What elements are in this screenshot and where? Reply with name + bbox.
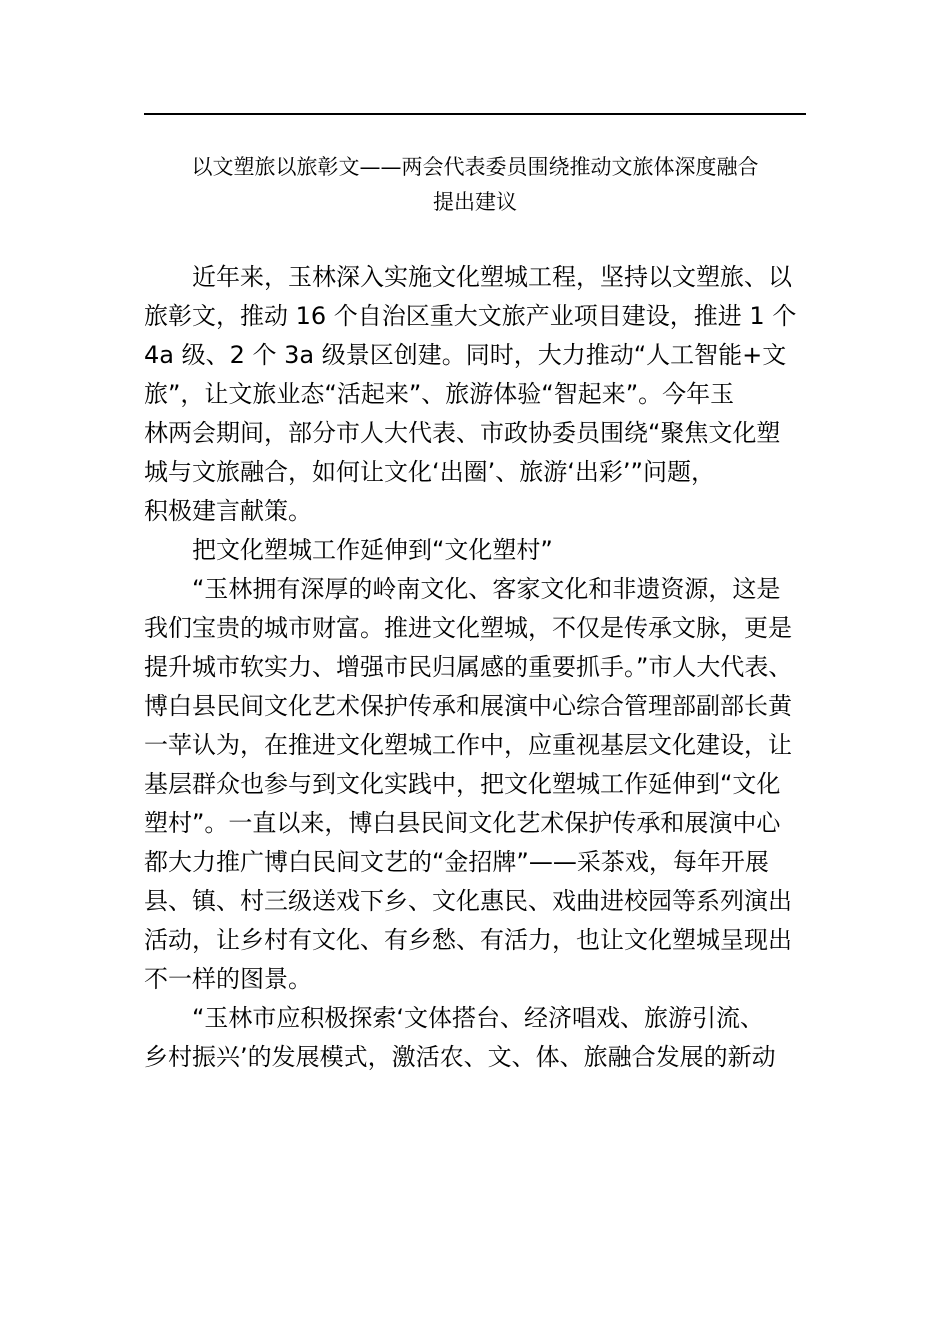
- text-line: 博白县民间文化艺术保护传承和展演中心综合管理部副部长黄: [144, 692, 792, 720]
- text-line: 都大力推广博白民间文艺的“金招牌”——采茶戏，每年开展: [144, 848, 769, 876]
- text-line: 旅”，让文旅业态“活起来”、旅游体验“智起来”。今年玉: [144, 380, 735, 408]
- text-line: 旅彰文，推动 16 个自治区重大文旅产业项目建设，推进 1 个: [144, 302, 797, 330]
- text-line: 我们宝贵的城市财富。推进文化塑城，不仅是传承文脉，更是: [144, 614, 792, 642]
- text-line: 提升城市软实力、增强市民归属感的重要抓手。”市人大代表、: [144, 653, 793, 681]
- text-line: 城与文旅融合，如何让文化‘出圈’、旅游‘出彩’”问题，: [144, 458, 715, 486]
- text-line: “玉林拥有深厚的岭南文化、客家文化和非遗资源，这是: [192, 575, 781, 603]
- paragraph-quote-2: [144, 999, 814, 1077]
- text-line: 近年来，玉林深入实施文化塑城工程，坚持以文塑旅、以: [192, 263, 792, 291]
- header-rule: [144, 113, 806, 115]
- article-title-line: 以文塑旅以旅彰文——两会代表委员围绕推动文旅体深度融合: [191, 155, 759, 179]
- text-line: 把文化塑城工作延伸到“文化塑村”: [192, 536, 553, 564]
- article-body: [144, 258, 814, 1077]
- text-line: “玉林市应积极探索‘文体搭台、经济唱戏、旅游引流、: [192, 1004, 765, 1032]
- text-line: 基层群众也参与到文化实践中，把文化塑城工作延伸到“文化: [144, 770, 781, 798]
- text-line: 县、镇、村三级送戏下乡、文化惠民、戏曲进校园等系列演出: [144, 887, 792, 915]
- text-line: 4a 级、2 个 3a 级景区创建。同时，大力推动“人工智能+文: [144, 341, 787, 369]
- text-line: 一苹认为，在推进文化塑城工作中，应重视基层文化建设，让: [144, 731, 792, 759]
- text-line: 不一样的图景。: [144, 965, 312, 993]
- article-title-line: 提出建议: [433, 190, 517, 214]
- paragraph-intro: [144, 258, 814, 531]
- text-line: 活动，让乡村有文化、有乡愁、有活力，也让文化塑城呈现出: [144, 926, 792, 954]
- text-line: 积极建言献策。: [144, 497, 312, 525]
- section-heading: [144, 531, 814, 570]
- text-line: 林两会期间，部分市人大代表、市政协委员围绕“聚焦文化塑: [144, 419, 781, 447]
- text-line: 塑村”。一直以来，博白县民间文化艺术保护传承和展演中心: [144, 809, 781, 837]
- article-title: [144, 150, 806, 220]
- paragraph-quote-1: [144, 570, 814, 999]
- text-line: 乡村振兴’的发展模式，激活农、文、体、旅融合发展的新动: [144, 1043, 776, 1071]
